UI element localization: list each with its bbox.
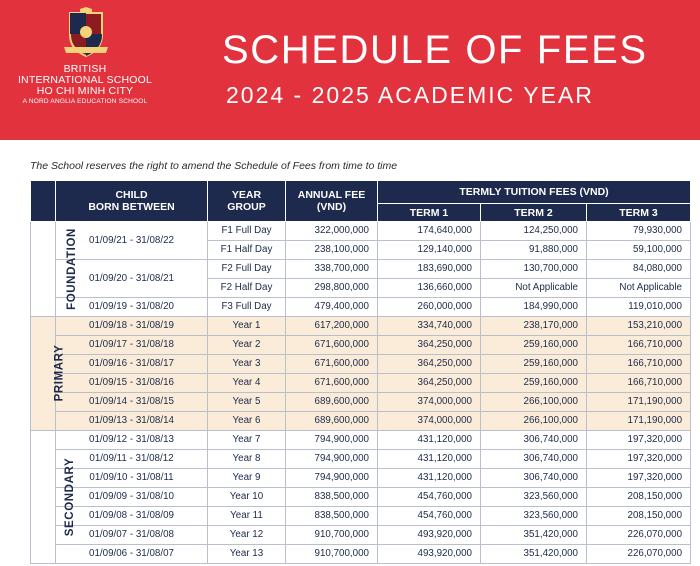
annual-fee: 910,700,000	[286, 545, 378, 564]
born-between: 01/09/15 - 31/08/16	[56, 374, 208, 393]
header-year-line1: YEAR	[231, 189, 262, 201]
term1-fee: 493,920,000	[378, 526, 481, 545]
header-child-line2: BORN BETWEEN	[88, 201, 175, 213]
year-group: Year 7	[208, 431, 286, 450]
header-termly-fees: TERMLY TUITION FEES (VND)	[378, 181, 691, 204]
header-child-born	[56, 181, 208, 222]
annual-fee: 671,600,000	[286, 336, 378, 355]
born-between: 01/09/10 - 31/08/11	[56, 469, 208, 488]
term2-fee: 259,160,000	[481, 374, 587, 393]
annual-fee: 338,700,000	[286, 260, 378, 279]
annual-fee: 671,600,000	[286, 374, 378, 393]
born-between: 01/09/18 - 31/08/19	[56, 317, 208, 336]
school-crest-icon	[62, 7, 110, 59]
table-row	[31, 412, 691, 431]
header-year-line2: GROUP	[227, 201, 266, 213]
term2-fee: 184,990,000	[481, 298, 587, 317]
term3-fee: 208,150,000	[587, 507, 691, 526]
section-secondary-label: SECONDARY	[64, 457, 77, 536]
table-row	[31, 317, 691, 336]
term2-fee: 91,880,000	[481, 241, 587, 260]
term3-fee: 171,190,000	[587, 393, 691, 412]
year-group: Year 8	[208, 450, 286, 469]
table-row	[31, 431, 691, 450]
year-group: F1 Full Day	[208, 222, 286, 241]
term2-fee: 323,560,000	[481, 488, 587, 507]
born-between: 01/09/20 - 31/08/21	[56, 260, 208, 298]
term1-fee: 431,120,000	[378, 469, 481, 488]
page-subtitle: 2024 - 2025 ACADEMIC YEAR	[226, 82, 594, 108]
term1-fee: 364,250,000	[378, 355, 481, 374]
table-row	[31, 336, 691, 355]
table-row	[31, 298, 691, 317]
page-title: SCHEDULE OF FEES	[222, 28, 648, 72]
term1-fee: 364,250,000	[378, 336, 481, 355]
annual-fee: 838,500,000	[286, 488, 378, 507]
table-row	[31, 526, 691, 545]
header-term2: TERM 2	[481, 204, 587, 222]
header-annual-fee	[286, 181, 378, 222]
section-primary-label: PRIMARY	[53, 344, 66, 402]
section-foundation-label: FOUNDATION	[65, 227, 78, 310]
term2-fee: 259,160,000	[481, 355, 587, 374]
born-between: 01/09/08 - 31/08/09	[56, 507, 208, 526]
term1-fee: 129,140,000	[378, 241, 481, 260]
annual-fee: 689,600,000	[286, 393, 378, 412]
annual-fee: 794,900,000	[286, 431, 378, 450]
born-between: 01/09/19 - 31/08/20	[56, 298, 208, 317]
header-blank	[31, 181, 56, 222]
term1-fee: 183,690,000	[378, 260, 481, 279]
year-group: Year 12	[208, 526, 286, 545]
term3-fee: Not Applicable	[587, 279, 691, 298]
annual-fee: 617,200,000	[286, 317, 378, 336]
born-between: 01/09/07 - 31/08/08	[56, 526, 208, 545]
year-group: Year 9	[208, 469, 286, 488]
term2-fee: Not Applicable	[481, 279, 587, 298]
born-between: 01/09/12 - 31/08/13	[56, 431, 208, 450]
annual-fee: 689,600,000	[286, 412, 378, 431]
table-row	[31, 222, 691, 241]
born-between: 01/09/09 - 31/08/10	[56, 488, 208, 507]
table-row	[31, 450, 691, 469]
term1-fee: 431,120,000	[378, 431, 481, 450]
term3-fee: 153,210,000	[587, 317, 691, 336]
born-between: 01/09/06 - 31/08/07	[56, 545, 208, 564]
term1-fee: 454,760,000	[378, 488, 481, 507]
term3-fee: 79,930,000	[587, 222, 691, 241]
annual-fee: 671,600,000	[286, 355, 378, 374]
born-between: 01/09/21 - 31/08/22	[56, 222, 208, 260]
term2-fee: 323,560,000	[481, 507, 587, 526]
born-between: 01/09/17 - 31/08/18	[56, 336, 208, 355]
term1-fee: 493,920,000	[378, 545, 481, 564]
term1-fee: 334,740,000	[378, 317, 481, 336]
term2-fee: 306,740,000	[481, 469, 587, 488]
term2-fee: 306,740,000	[481, 450, 587, 469]
year-group: Year 2	[208, 336, 286, 355]
annual-fee: 322,000,000	[286, 222, 378, 241]
term3-fee: 226,070,000	[587, 545, 691, 564]
table-row	[31, 393, 691, 412]
table-row	[31, 260, 691, 279]
term3-fee: 197,320,000	[587, 431, 691, 450]
section-primary	[31, 317, 66, 431]
term1-fee: 454,760,000	[378, 507, 481, 526]
school-affiliation: A NORD ANGLIA EDUCATION SCHOOL	[22, 98, 148, 105]
term1-fee: 136,660,000	[378, 279, 481, 298]
header-annual-line1: ANNUAL FEE	[297, 189, 366, 201]
school-name-line3: HO CHI MINH CITY	[36, 85, 134, 97]
annual-fee: 479,400,000	[286, 298, 378, 317]
term2-fee: 266,100,000	[481, 412, 587, 431]
term2-fee: 259,160,000	[481, 336, 587, 355]
header-term1: TERM 1	[378, 204, 481, 222]
annual-fee: 794,900,000	[286, 469, 378, 488]
term1-fee: 364,250,000	[378, 374, 481, 393]
header-term3: TERM 3	[587, 204, 691, 222]
annual-fee: 794,900,000	[286, 450, 378, 469]
term3-fee: 59,100,000	[587, 241, 691, 260]
born-between: 01/09/11 - 31/08/12	[56, 450, 208, 469]
term3-fee: 208,150,000	[587, 488, 691, 507]
disclaimer-note: The School reserves the right to amend the Schedule of Fees from time to time	[30, 160, 398, 172]
term3-fee: 166,710,000	[587, 336, 691, 355]
table-row	[31, 374, 691, 393]
table-row	[31, 507, 691, 526]
term2-fee: 124,250,000	[481, 222, 587, 241]
header-row	[31, 181, 691, 204]
school-name	[0, 64, 170, 107]
year-group: Year 1	[208, 317, 286, 336]
year-group: Year 4	[208, 374, 286, 393]
year-group: F3 Full Day	[208, 298, 286, 317]
term1-fee: 374,000,000	[378, 412, 481, 431]
annual-fee: 238,100,000	[286, 241, 378, 260]
table-row	[31, 469, 691, 488]
term2-fee: 266,100,000	[481, 393, 587, 412]
term1-fee: 431,120,000	[378, 450, 481, 469]
year-group: Year 3	[208, 355, 286, 374]
term2-fee: 351,420,000	[481, 526, 587, 545]
year-group: Year 6	[208, 412, 286, 431]
term3-fee: 171,190,000	[587, 412, 691, 431]
year-group: Year 5	[208, 393, 286, 412]
term3-fee: 226,070,000	[587, 526, 691, 545]
term3-fee: 197,320,000	[587, 450, 691, 469]
term3-fee: 166,710,000	[587, 355, 691, 374]
annual-fee: 298,800,000	[286, 279, 378, 298]
school-name-line1: BRITISH	[63, 63, 107, 75]
term2-fee: 238,170,000	[481, 317, 587, 336]
term3-fee: 84,080,000	[587, 260, 691, 279]
term3-fee: 119,010,000	[587, 298, 691, 317]
table-row	[31, 355, 691, 374]
header-annual-line2: (VND)	[316, 201, 347, 213]
section-foundation	[31, 222, 78, 317]
born-between: 01/09/16 - 31/08/17	[56, 355, 208, 374]
table-row	[31, 545, 691, 564]
born-between: 01/09/14 - 31/08/15	[56, 393, 208, 412]
born-between: 01/09/13 - 31/08/14	[56, 412, 208, 431]
term2-fee: 130,700,000	[481, 260, 587, 279]
term1-fee: 374,000,000	[378, 393, 481, 412]
header-banner	[0, 0, 700, 140]
year-group: Year 11	[208, 507, 286, 526]
table-row	[31, 488, 691, 507]
year-group: F1 Half Day	[208, 241, 286, 260]
annual-fee: 910,700,000	[286, 526, 378, 545]
annual-fee: 838,500,000	[286, 507, 378, 526]
year-group: Year 10	[208, 488, 286, 507]
year-group: F2 Half Day	[208, 279, 286, 298]
year-group: F2 Full Day	[208, 260, 286, 279]
term2-fee: 306,740,000	[481, 431, 587, 450]
fees-table	[30, 180, 691, 564]
term2-fee: 351,420,000	[481, 545, 587, 564]
term3-fee: 166,710,000	[587, 374, 691, 393]
header-child-line1: CHILD	[115, 189, 148, 201]
term3-fee: 197,320,000	[587, 469, 691, 488]
term1-fee: 174,640,000	[378, 222, 481, 241]
year-group: Year 13	[208, 545, 286, 564]
header-year-group	[208, 181, 286, 222]
term1-fee: 260,000,000	[378, 298, 481, 317]
section-secondary	[31, 431, 77, 564]
school-name-line2: INTERNATIONAL SCHOOL	[17, 74, 153, 86]
